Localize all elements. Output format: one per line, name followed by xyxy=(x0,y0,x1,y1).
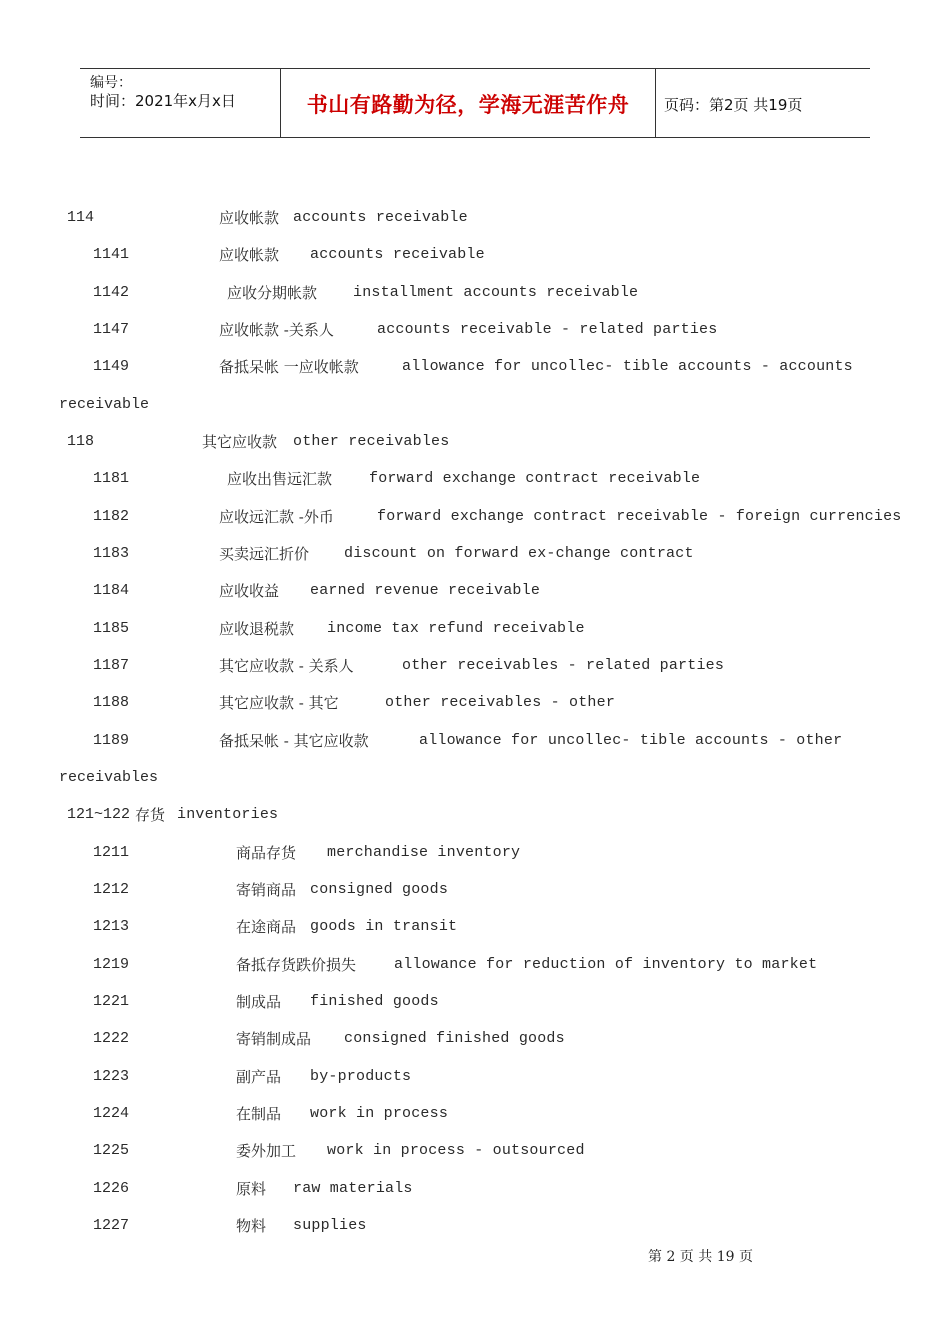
account-name-en: other receivables xyxy=(293,433,450,450)
account-code: 1189 xyxy=(93,732,130,749)
account-code: 1182 xyxy=(93,508,130,525)
account-code: 1221 xyxy=(93,993,130,1010)
account-code: 1211 xyxy=(93,844,130,861)
header-page-info: 页码：第2页 共19页 xyxy=(664,96,803,114)
account-code: 1222 xyxy=(93,1030,130,1047)
account-name-cn: 原料 xyxy=(236,1180,267,1198)
account-name-en: other receivables - related parties xyxy=(402,657,725,674)
account-code: 1213 xyxy=(93,918,130,935)
account-code: 1223 xyxy=(93,1068,130,1085)
account-name-en: allowance for reduction of inventory to market xyxy=(394,956,818,973)
wrapped-text-line: receivables xyxy=(59,769,159,786)
account-name-cn: 应收收益 xyxy=(219,582,280,600)
page-footer: 第 2 页 共 19 页 xyxy=(648,1249,753,1265)
account-name-en: supplies xyxy=(293,1217,367,1234)
document-number-label: 编号： xyxy=(90,75,132,91)
document-date: 时间：2021年x月x日 xyxy=(90,92,236,110)
account-code: 1225 xyxy=(93,1142,130,1159)
account-name-cn: 应收帐款 xyxy=(219,209,280,227)
account-code: 1224 xyxy=(93,1105,130,1122)
account-name-en: allowance for uncollec- tible accounts - other xyxy=(419,732,843,749)
account-name-cn: 其它应收款 - 关系人 xyxy=(219,657,354,675)
header-left-cell xyxy=(80,69,280,137)
account-code: 1187 xyxy=(93,657,130,674)
account-code: 114 xyxy=(67,209,95,226)
account-name-en: installment accounts receivable xyxy=(353,284,639,301)
account-name-cn: 寄销商品 xyxy=(236,881,297,899)
account-name-en: accounts receivable xyxy=(293,209,468,226)
account-code: 1142 xyxy=(93,284,130,301)
account-code: 121~122 xyxy=(67,806,131,823)
account-name-en: other receivables - other xyxy=(385,694,616,711)
account-name-cn: 应收帐款 -关系人 xyxy=(219,321,334,339)
account-name-cn: 应收退税款 xyxy=(219,620,295,638)
account-name-en: consigned goods xyxy=(310,881,449,898)
account-name-en: raw materials xyxy=(293,1180,413,1197)
account-name-cn: 在途商品 xyxy=(236,918,297,936)
account-name-en: income tax refund receivable xyxy=(327,620,585,637)
header-right-cell xyxy=(655,69,870,137)
account-name-en: discount on forward ex-change contract xyxy=(344,545,694,562)
account-name-cn: 物料 xyxy=(236,1217,267,1235)
account-name-en: work in process xyxy=(310,1105,449,1122)
entry-row xyxy=(93,1217,367,1289)
account-name-cn: 副产品 xyxy=(236,1068,282,1086)
account-name-en: merchandise inventory xyxy=(327,844,521,861)
account-name-en: work in process - outsourced xyxy=(327,1142,585,1159)
account-code: 1149 xyxy=(93,358,130,375)
account-code: 1188 xyxy=(93,694,130,711)
account-code: 1226 xyxy=(93,1180,130,1197)
account-name-cn: 制成品 xyxy=(236,993,282,1011)
header-center-cell xyxy=(280,69,656,137)
account-name-cn: 其它应收款 - 其它 xyxy=(219,694,339,712)
account-name-en: forward exchange contract receivable xyxy=(369,470,701,487)
account-name-cn: 应收出售远汇款 xyxy=(227,470,333,488)
account-name-cn: 委外加工 xyxy=(236,1142,297,1160)
account-name-cn: 应收分期帐款 xyxy=(227,284,318,302)
account-name-cn: 买卖远汇折价 xyxy=(219,545,310,563)
account-name-cn: 在制品 xyxy=(236,1105,282,1123)
account-name-en: inventories xyxy=(177,806,279,823)
account-name-en: consigned finished goods xyxy=(344,1030,565,1047)
account-name-en: forward exchange contract receivable - foreign currencies xyxy=(377,508,902,525)
account-code: 1181 xyxy=(93,470,130,487)
account-code: 1147 xyxy=(93,321,130,338)
page-header xyxy=(80,68,870,138)
account-name-cn: 应收帐款 xyxy=(219,246,280,264)
account-name-cn: 寄销制成品 xyxy=(236,1030,312,1048)
account-name-en: accounts receivable xyxy=(310,246,485,263)
account-code: 1183 xyxy=(93,545,130,562)
account-code: 1212 xyxy=(93,881,130,898)
account-name-en: by-products xyxy=(310,1068,412,1085)
account-code: 1184 xyxy=(93,582,130,599)
account-name-cn: 商品存货 xyxy=(236,844,297,862)
account-name-cn: 存货 xyxy=(135,806,166,824)
account-code: 1185 xyxy=(93,620,130,637)
account-code: 1227 xyxy=(93,1217,130,1234)
account-code: 1219 xyxy=(93,956,130,973)
header-motto: 书山有路勤为径，学海无涯苦作舟 xyxy=(306,93,630,117)
account-name-en: accounts receivable - related parties xyxy=(377,321,718,338)
account-name-en: earned revenue receivable xyxy=(310,582,541,599)
account-code: 118 xyxy=(67,433,95,450)
account-name-cn: 应收远汇款 -外币 xyxy=(219,508,334,526)
account-name-en: finished goods xyxy=(310,993,439,1010)
account-name-cn: 备抵存货跌价损失 xyxy=(236,956,357,974)
account-name-cn: 备抵呆帐 一应收帐款 xyxy=(219,358,359,376)
account-code: 1141 xyxy=(93,246,130,263)
account-name-cn: 其它应收款 xyxy=(202,433,278,451)
wrapped-text-line: receivable xyxy=(59,396,150,413)
account-name-en: goods in transit xyxy=(310,918,458,935)
account-name-en: allowance for uncollec- tible accounts - accounts xyxy=(402,358,853,375)
account-name-cn: 备抵呆帐 - 其它应收款 xyxy=(219,732,369,750)
